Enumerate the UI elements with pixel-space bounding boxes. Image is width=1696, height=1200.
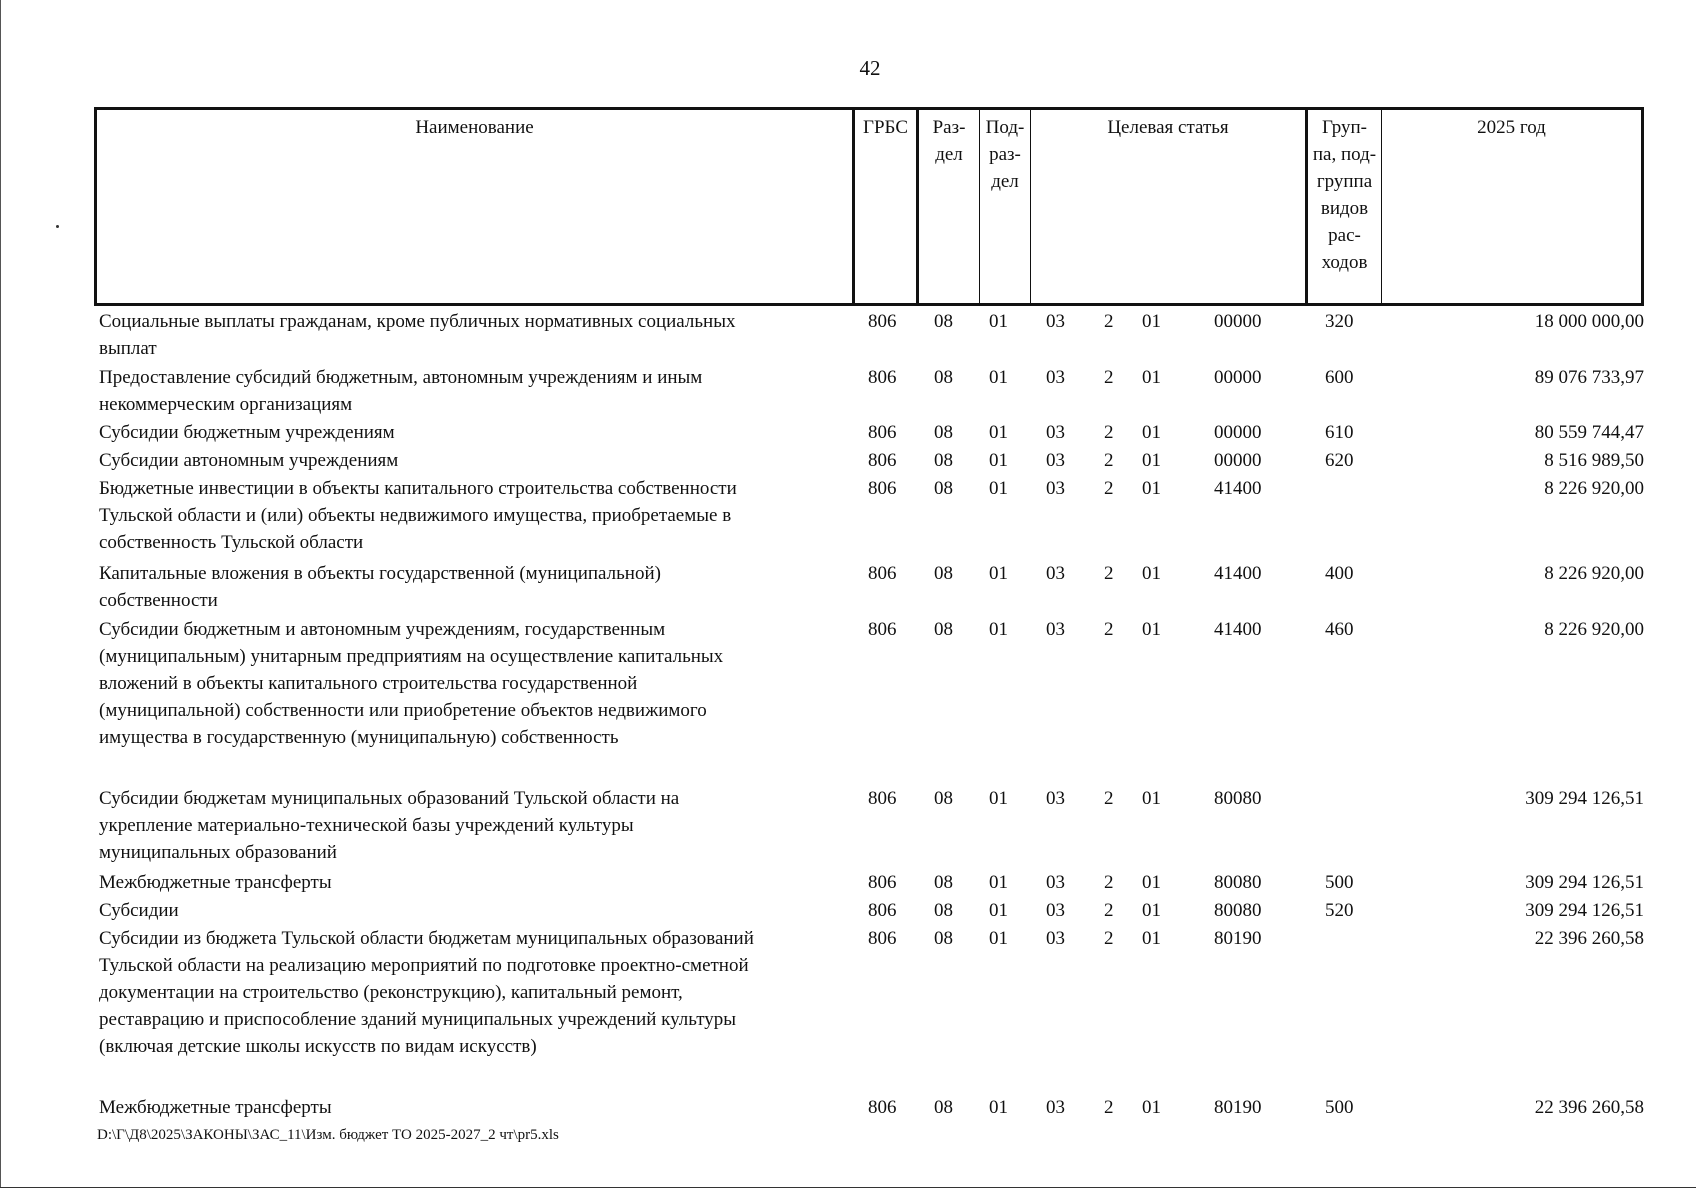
name-cell: [99, 616, 859, 751]
target-article-program-cell: 03: [1046, 367, 1065, 388]
grbs-cell: 806: [868, 563, 897, 584]
name-cell: [99, 1094, 859, 1121]
grbs-cell: 806: [868, 311, 897, 332]
target-article-program-cell: 03: [1046, 450, 1065, 471]
podrazdel-cell: 01: [989, 422, 1008, 443]
target-article-subprogram-cell: 01: [1142, 788, 1161, 809]
target-article-type-cell: 2: [1104, 422, 1114, 443]
target-article-subprogram-cell: 01: [1142, 450, 1161, 471]
name-line: Межбюджетные трансферты: [99, 872, 332, 893]
target-article-subprogram-cell: 01: [1142, 478, 1161, 499]
podrazdel-cell: 01: [989, 478, 1008, 499]
name-cell: [99, 419, 859, 446]
name-line: Предоставление субсидий бюджетным, автономным учреждениям и иным: [99, 367, 703, 388]
header-grbs: ГРБС: [855, 110, 919, 303]
target-article-type-cell: 2: [1104, 928, 1114, 949]
name-line: (включая детские школы искусств по видам искусств): [99, 1036, 537, 1057]
grbs-cell: 806: [868, 872, 897, 893]
name-line: Межбюджетные трансферты: [99, 1097, 332, 1118]
footer-file-path: D:\Г\Д8\2025\ЗАКОНЫ\ЗАС_11\Изм. бюджет ТО 2025-2027_2 чт\pr5.xls: [97, 1127, 559, 1143]
header-group-line: видов: [1320, 198, 1369, 219]
target-article-type-cell: 2: [1104, 311, 1114, 332]
name-cell: [99, 475, 859, 556]
header-group: [1308, 110, 1382, 303]
name-line: Субсидии бюджетным учреждениям: [99, 422, 395, 443]
header-group-line: ходов: [1321, 252, 1368, 273]
name-line: выплат: [99, 338, 157, 359]
razdel-cell: 08: [934, 478, 953, 499]
razdel-cell: 08: [934, 619, 953, 640]
target-article-subprogram-cell: 01: [1142, 1097, 1161, 1118]
name-line: вложений в объекты капитального строительства государственной: [99, 673, 638, 694]
expense-group-cell: 610: [1325, 422, 1354, 443]
target-article-subprogram-cell: 01: [1142, 311, 1161, 332]
header-razdel-line: дел: [935, 144, 963, 165]
target-article-subprogram-cell: 01: [1142, 422, 1161, 443]
name-line: укрепление материально-технической базы учреждений культуры: [99, 815, 634, 836]
target-article-direction-cell: 80190: [1214, 928, 1262, 949]
name-cell: [99, 447, 859, 474]
name-cell: [99, 308, 859, 362]
name-cell: [99, 364, 859, 418]
target-article-program-cell: 03: [1046, 900, 1065, 921]
name-line: Тульской области на реализацию мероприятий по подготовке проектно-сметной: [99, 955, 749, 976]
razdel-cell: 08: [934, 872, 953, 893]
amount-2025-cell: 8 226 920,00: [1544, 563, 1644, 584]
target-article-subprogram-cell: 01: [1142, 367, 1161, 388]
header-group-line: па, под-: [1312, 144, 1377, 165]
amount-2025-cell: 22 396 260,58: [1534, 1097, 1644, 1118]
target-article-direction-cell: 41400: [1214, 478, 1262, 499]
header-razdel: [919, 110, 980, 303]
name-line: Субсидии из бюджета Тульской области бюджетам муниципальных образований: [99, 928, 754, 949]
amount-2025-cell: 8 226 920,00: [1544, 478, 1644, 499]
expense-group-cell: 520: [1325, 900, 1354, 921]
razdel-cell: 08: [934, 788, 953, 809]
grbs-cell: 806: [868, 422, 897, 443]
target-article-program-cell: 03: [1046, 928, 1065, 949]
grbs-cell: 806: [868, 788, 897, 809]
expense-group-cell: 500: [1325, 872, 1354, 893]
header-razdel-line: Раз-: [932, 117, 966, 138]
name-line: имущества в государственную (муниципальную) собственность: [99, 727, 619, 748]
name-line: реставрацию и приспособление зданий муниципальных учреждений культуры: [99, 1009, 737, 1030]
target-article-type-cell: 2: [1104, 872, 1114, 893]
grbs-cell: 806: [868, 928, 897, 949]
header-podrazdel: [980, 110, 1031, 303]
grbs-cell: 806: [868, 900, 897, 921]
target-article-type-cell: 2: [1104, 619, 1114, 640]
name-line: Капитальные вложения в объекты государственной (муниципальной): [99, 563, 661, 584]
razdel-cell: 08: [934, 1097, 953, 1118]
expense-group-cell: 500: [1325, 1097, 1354, 1118]
podrazdel-cell: 01: [989, 619, 1008, 640]
amount-2025-cell: 18 000 000,00: [1534, 311, 1644, 332]
podrazdel-cell: 01: [989, 788, 1008, 809]
header-podrazdel-line: дел: [991, 171, 1019, 192]
grbs-cell: 806: [868, 478, 897, 499]
name-line: Субсидии автономным учреждениям: [99, 450, 399, 471]
target-article-type-cell: 2: [1104, 367, 1114, 388]
razdel-cell: 08: [934, 422, 953, 443]
target-article-type-cell: 2: [1104, 563, 1114, 584]
target-article-program-cell: 03: [1046, 872, 1065, 893]
name-line: Субсидии бюджетам муниципальных образований Тульской области на: [99, 788, 680, 809]
amount-2025-cell: 89 076 733,97: [1534, 367, 1644, 388]
target-article-direction-cell: 00000: [1214, 367, 1262, 388]
amount-2025-cell: 22 396 260,58: [1534, 928, 1644, 949]
header-group-line: Груп-: [1321, 117, 1368, 138]
expense-group-cell: 460: [1325, 619, 1354, 640]
name-line: (муниципальной) собственности или приобретение объектов недвижимого: [99, 700, 707, 721]
target-article-subprogram-cell: 01: [1142, 563, 1161, 584]
expense-group-cell: 400: [1325, 563, 1354, 584]
page-bottom-edge: [0, 1187, 1696, 1188]
name-line: некоммерческим организациям: [99, 394, 353, 415]
name-cell: [99, 869, 859, 896]
razdel-cell: 08: [934, 450, 953, 471]
target-article-subprogram-cell: 01: [1142, 872, 1161, 893]
target-article-direction-cell: 80080: [1214, 900, 1262, 921]
table-header: [94, 107, 1644, 306]
target-article-program-cell: 03: [1046, 788, 1065, 809]
amount-2025-cell: 309 294 126,51: [1525, 788, 1644, 809]
grbs-cell: 806: [868, 450, 897, 471]
name-line: собственность Тульской области: [99, 532, 364, 553]
podrazdel-cell: 01: [989, 1097, 1008, 1118]
name-line: (муниципальным) унитарным предприятиям на осуществление капитальных: [99, 646, 724, 667]
amount-2025-cell: 309 294 126,51: [1525, 900, 1644, 921]
page-left-edge: [0, 0, 1, 1188]
razdel-cell: 08: [934, 928, 953, 949]
razdel-cell: 08: [934, 367, 953, 388]
target-article-direction-cell: 00000: [1214, 311, 1262, 332]
podrazdel-cell: 01: [989, 872, 1008, 893]
target-article-direction-cell: 41400: [1214, 619, 1262, 640]
name-cell: [99, 897, 859, 924]
target-article-program-cell: 03: [1046, 478, 1065, 499]
podrazdel-cell: 01: [989, 900, 1008, 921]
page-number: 42: [859, 56, 881, 80]
name-line: документации на строительство (реконструкцию), капитальный ремонт,: [99, 982, 683, 1003]
target-article-type-cell: 2: [1104, 788, 1114, 809]
podrazdel-cell: 01: [989, 563, 1008, 584]
name-line: Бюджетные инвестиции в объекты капитального строительства собственности: [99, 478, 737, 499]
name-line: Социальные выплаты гражданам, кроме публичных нормативных социальных: [99, 311, 736, 332]
scan-speck: [56, 225, 59, 228]
name-line: муниципальных образований: [99, 842, 337, 863]
razdel-cell: 08: [934, 563, 953, 584]
target-article-type-cell: 2: [1104, 450, 1114, 471]
target-article-direction-cell: 80080: [1214, 872, 1262, 893]
target-article-subprogram-cell: 01: [1142, 619, 1161, 640]
name-line: Субсидии бюджетным и автономным учреждениям, государственным: [99, 619, 666, 640]
podrazdel-cell: 01: [989, 367, 1008, 388]
target-article-program-cell: 03: [1046, 563, 1065, 584]
header-podrazdel-line: Под-: [985, 117, 1025, 138]
target-article-direction-cell: 80190: [1214, 1097, 1262, 1118]
podrazdel-cell: 01: [989, 311, 1008, 332]
expense-group-cell: 600: [1325, 367, 1354, 388]
amount-2025-cell: 309 294 126,51: [1525, 872, 1644, 893]
header-name: Наименование: [97, 110, 855, 303]
name-cell: [99, 560, 859, 614]
name-cell: [99, 925, 859, 1060]
target-article-subprogram-cell: 01: [1142, 900, 1161, 921]
name-cell: [99, 785, 859, 866]
target-article-direction-cell: 00000: [1214, 422, 1262, 443]
name-line: Субсидии: [99, 900, 179, 921]
podrazdel-cell: 01: [989, 928, 1008, 949]
header-group-line: группа: [1316, 171, 1373, 192]
target-article-program-cell: 03: [1046, 619, 1065, 640]
expense-group-cell: 320: [1325, 311, 1354, 332]
name-line: собственности: [99, 590, 218, 611]
header-target-article: Целевая статья: [1031, 110, 1308, 303]
target-article-type-cell: 2: [1104, 1097, 1114, 1118]
name-line: Тульской области и (или) объекты недвижимого имущества, приобретаемые в: [99, 505, 732, 526]
grbs-cell: 806: [868, 1097, 897, 1118]
target-article-direction-cell: 41400: [1214, 563, 1262, 584]
header-group-line: рас-: [1328, 225, 1361, 246]
grbs-cell: 806: [868, 619, 897, 640]
amount-2025-cell: 80 559 744,47: [1534, 422, 1644, 443]
target-article-program-cell: 03: [1046, 422, 1065, 443]
amount-2025-cell: 8 226 920,00: [1544, 619, 1644, 640]
podrazdel-cell: 01: [989, 450, 1008, 471]
target-article-direction-cell: 80080: [1214, 788, 1262, 809]
razdel-cell: 08: [934, 900, 953, 921]
target-article-type-cell: 2: [1104, 478, 1114, 499]
amount-2025-cell: 8 516 989,50: [1544, 450, 1644, 471]
target-article-subprogram-cell: 01: [1142, 928, 1161, 949]
razdel-cell: 08: [934, 311, 953, 332]
target-article-program-cell: 03: [1046, 1097, 1065, 1118]
grbs-cell: 806: [868, 367, 897, 388]
expense-group-cell: 620: [1325, 450, 1354, 471]
header-year: 2025 год: [1477, 117, 1546, 138]
header-podrazdel-line: раз-: [989, 144, 1021, 165]
target-article-direction-cell: 00000: [1214, 450, 1262, 471]
target-article-type-cell: 2: [1104, 900, 1114, 921]
target-article-program-cell: 03: [1046, 311, 1065, 332]
